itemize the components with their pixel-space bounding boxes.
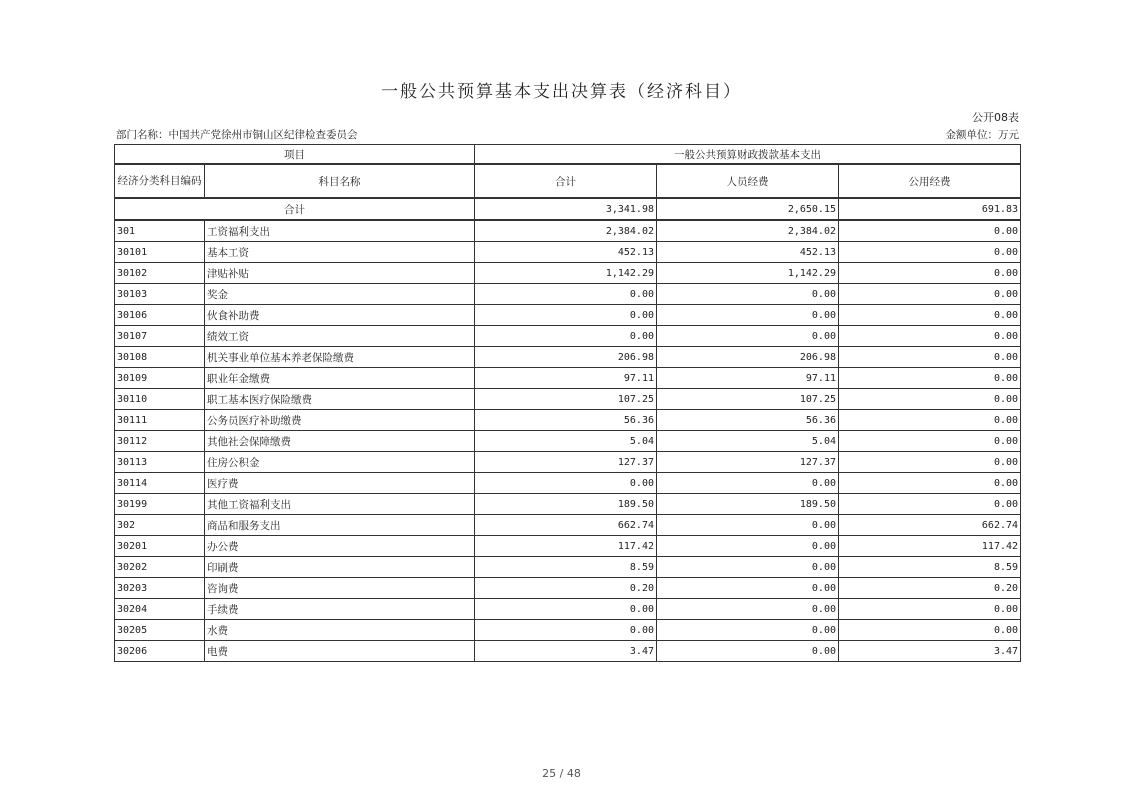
total-public: 691.83 <box>839 198 1021 220</box>
table-row <box>115 578 1021 599</box>
table-row <box>115 494 1021 515</box>
row-code: 30106 <box>115 305 205 326</box>
row-public: 0.00 <box>839 305 1021 326</box>
row-total: 3.47 <box>475 641 657 662</box>
table-row <box>115 389 1021 410</box>
row-total: 206.98 <box>475 347 657 368</box>
row-public: 0.00 <box>839 410 1021 431</box>
row-total: 107.25 <box>475 389 657 410</box>
table-row <box>115 410 1021 431</box>
row-public: 0.00 <box>839 220 1021 242</box>
row-total: 5.04 <box>475 431 657 452</box>
row-public: 0.00 <box>839 599 1021 620</box>
row-name: 机关事业单位基本养老保险缴费 <box>205 347 475 368</box>
row-personnel: 2,384.02 <box>657 220 839 242</box>
row-personnel: 452.13 <box>657 242 839 263</box>
row-code: 30112 <box>115 431 205 452</box>
row-public: 8.59 <box>839 557 1021 578</box>
row-public: 0.00 <box>839 347 1021 368</box>
table-row <box>115 452 1021 473</box>
page-title: 一般公共预算基本支出决算表（经济科目） <box>381 82 742 102</box>
row-total: 56.36 <box>475 410 657 431</box>
row-name: 其他社会保障缴费 <box>205 431 475 452</box>
row-code: 30109 <box>115 368 205 389</box>
row-public: 0.00 <box>839 242 1021 263</box>
row-code: 30202 <box>115 557 205 578</box>
row-name: 职业年金缴费 <box>205 368 475 389</box>
department-name: 部门名称：中国共产党徐州市铜山区纪律检查委员会 <box>116 129 358 141</box>
row-total: 1,142.29 <box>475 263 657 284</box>
row-name: 公务员医疗补助缴费 <box>205 410 475 431</box>
total-label: 合计 <box>115 198 475 220</box>
table-row <box>115 641 1021 662</box>
row-personnel: 0.00 <box>657 284 839 305</box>
row-public: 662.74 <box>839 515 1021 536</box>
row-name: 商品和服务支出 <box>205 515 475 536</box>
row-total: 189.50 <box>475 494 657 515</box>
table-row <box>115 620 1021 641</box>
row-name: 咨询费 <box>205 578 475 599</box>
row-personnel: 0.00 <box>657 326 839 347</box>
row-code: 30107 <box>115 326 205 347</box>
row-personnel: 0.00 <box>657 599 839 620</box>
table-row <box>115 220 1021 242</box>
row-name: 伙食补助费 <box>205 305 475 326</box>
row-name: 工资福利支出 <box>205 220 475 242</box>
table-subheader-row <box>115 164 1021 198</box>
table-row <box>115 473 1021 494</box>
row-personnel: 0.00 <box>657 473 839 494</box>
row-personnel: 1,142.29 <box>657 263 839 284</box>
row-code: 30108 <box>115 347 205 368</box>
row-code: 30102 <box>115 263 205 284</box>
row-public: 3.47 <box>839 641 1021 662</box>
row-name: 住房公积金 <box>205 452 475 473</box>
row-total: 0.00 <box>475 326 657 347</box>
name-column-header: 科目名称 <box>205 164 475 198</box>
form-number: 公开08表 <box>972 111 1019 124</box>
row-personnel: 5.04 <box>657 431 839 452</box>
row-name: 基本工资 <box>205 242 475 263</box>
row-code: 30114 <box>115 473 205 494</box>
row-public: 0.00 <box>839 452 1021 473</box>
table-row <box>115 515 1021 536</box>
item-header: 项目 <box>115 145 475 165</box>
row-name: 医疗费 <box>205 473 475 494</box>
row-public: 117.42 <box>839 536 1021 557</box>
row-personnel: 56.36 <box>657 410 839 431</box>
row-total: 127.37 <box>475 452 657 473</box>
row-name: 印刷费 <box>205 557 475 578</box>
row-personnel: 0.00 <box>657 515 839 536</box>
row-total: 117.42 <box>475 536 657 557</box>
row-public: 0.00 <box>839 473 1021 494</box>
row-personnel: 0.00 <box>657 578 839 599</box>
table-row <box>115 284 1021 305</box>
code-column-header: 经济分类科目编码 <box>115 164 205 198</box>
total-personnel: 2,650.15 <box>657 198 839 220</box>
row-personnel: 206.98 <box>657 347 839 368</box>
row-code: 30204 <box>115 599 205 620</box>
personnel-column-header: 人员经费 <box>657 164 839 198</box>
row-name: 职工基本医疗保险缴费 <box>205 389 475 410</box>
row-public: 0.00 <box>839 263 1021 284</box>
row-public: 0.00 <box>839 284 1021 305</box>
row-code: 30206 <box>115 641 205 662</box>
row-code: 30101 <box>115 242 205 263</box>
table-row <box>115 599 1021 620</box>
row-code: 30103 <box>115 284 205 305</box>
row-public: 0.00 <box>839 368 1021 389</box>
row-total: 0.00 <box>475 284 657 305</box>
row-total: 0.00 <box>475 620 657 641</box>
row-code: 30205 <box>115 620 205 641</box>
row-code: 301 <box>115 220 205 242</box>
table-row <box>115 305 1021 326</box>
row-public: 0.00 <box>839 620 1021 641</box>
row-total: 8.59 <box>475 557 657 578</box>
row-name: 水费 <box>205 620 475 641</box>
row-code: 30110 <box>115 389 205 410</box>
row-personnel: 0.00 <box>657 536 839 557</box>
row-code: 30111 <box>115 410 205 431</box>
row-name: 办公费 <box>205 536 475 557</box>
row-personnel: 127.37 <box>657 452 839 473</box>
row-name: 奖金 <box>205 284 475 305</box>
row-total: 97.11 <box>475 368 657 389</box>
group-header: 一般公共预算财政拨款基本支出 <box>475 145 1021 165</box>
row-personnel: 189.50 <box>657 494 839 515</box>
row-personnel: 0.00 <box>657 641 839 662</box>
row-personnel: 0.00 <box>657 305 839 326</box>
row-code: 30113 <box>115 452 205 473</box>
row-name: 绩效工资 <box>205 326 475 347</box>
row-total: 662.74 <box>475 515 657 536</box>
row-public: 0.00 <box>839 326 1021 347</box>
table-header-row <box>115 145 1021 165</box>
total-column-header: 合计 <box>475 164 657 198</box>
table-row <box>115 242 1021 263</box>
row-public: 0.20 <box>839 578 1021 599</box>
row-total: 0.20 <box>475 578 657 599</box>
row-name: 津贴补贴 <box>205 263 475 284</box>
row-public: 0.00 <box>839 494 1021 515</box>
row-name: 其他工资福利支出 <box>205 494 475 515</box>
row-name: 电费 <box>205 641 475 662</box>
amount-unit: 金额单位：万元 <box>945 129 1019 141</box>
table-row <box>115 347 1021 368</box>
row-total: 0.00 <box>475 599 657 620</box>
row-public: 0.00 <box>839 389 1021 410</box>
total-amount: 3,341.98 <box>475 198 657 220</box>
row-total: 0.00 <box>475 305 657 326</box>
row-name: 手续费 <box>205 599 475 620</box>
total-row <box>115 198 1021 220</box>
table-row <box>115 368 1021 389</box>
row-public: 0.00 <box>839 431 1021 452</box>
row-personnel: 0.00 <box>657 557 839 578</box>
row-code: 302 <box>115 515 205 536</box>
row-code: 30203 <box>115 578 205 599</box>
table-row <box>115 326 1021 347</box>
row-total: 2,384.02 <box>475 220 657 242</box>
table-row <box>115 557 1021 578</box>
public-column-header: 公用经费 <box>839 164 1021 198</box>
page-indicator: 25 / 48 <box>542 767 581 780</box>
row-personnel: 97.11 <box>657 368 839 389</box>
row-personnel: 0.00 <box>657 620 839 641</box>
row-total: 0.00 <box>475 473 657 494</box>
table-row <box>115 263 1021 284</box>
row-code: 30201 <box>115 536 205 557</box>
row-total: 452.13 <box>475 242 657 263</box>
row-personnel: 107.25 <box>657 389 839 410</box>
expenditure-table <box>114 144 1021 662</box>
row-code: 30199 <box>115 494 205 515</box>
table-row <box>115 431 1021 452</box>
table-row <box>115 536 1021 557</box>
